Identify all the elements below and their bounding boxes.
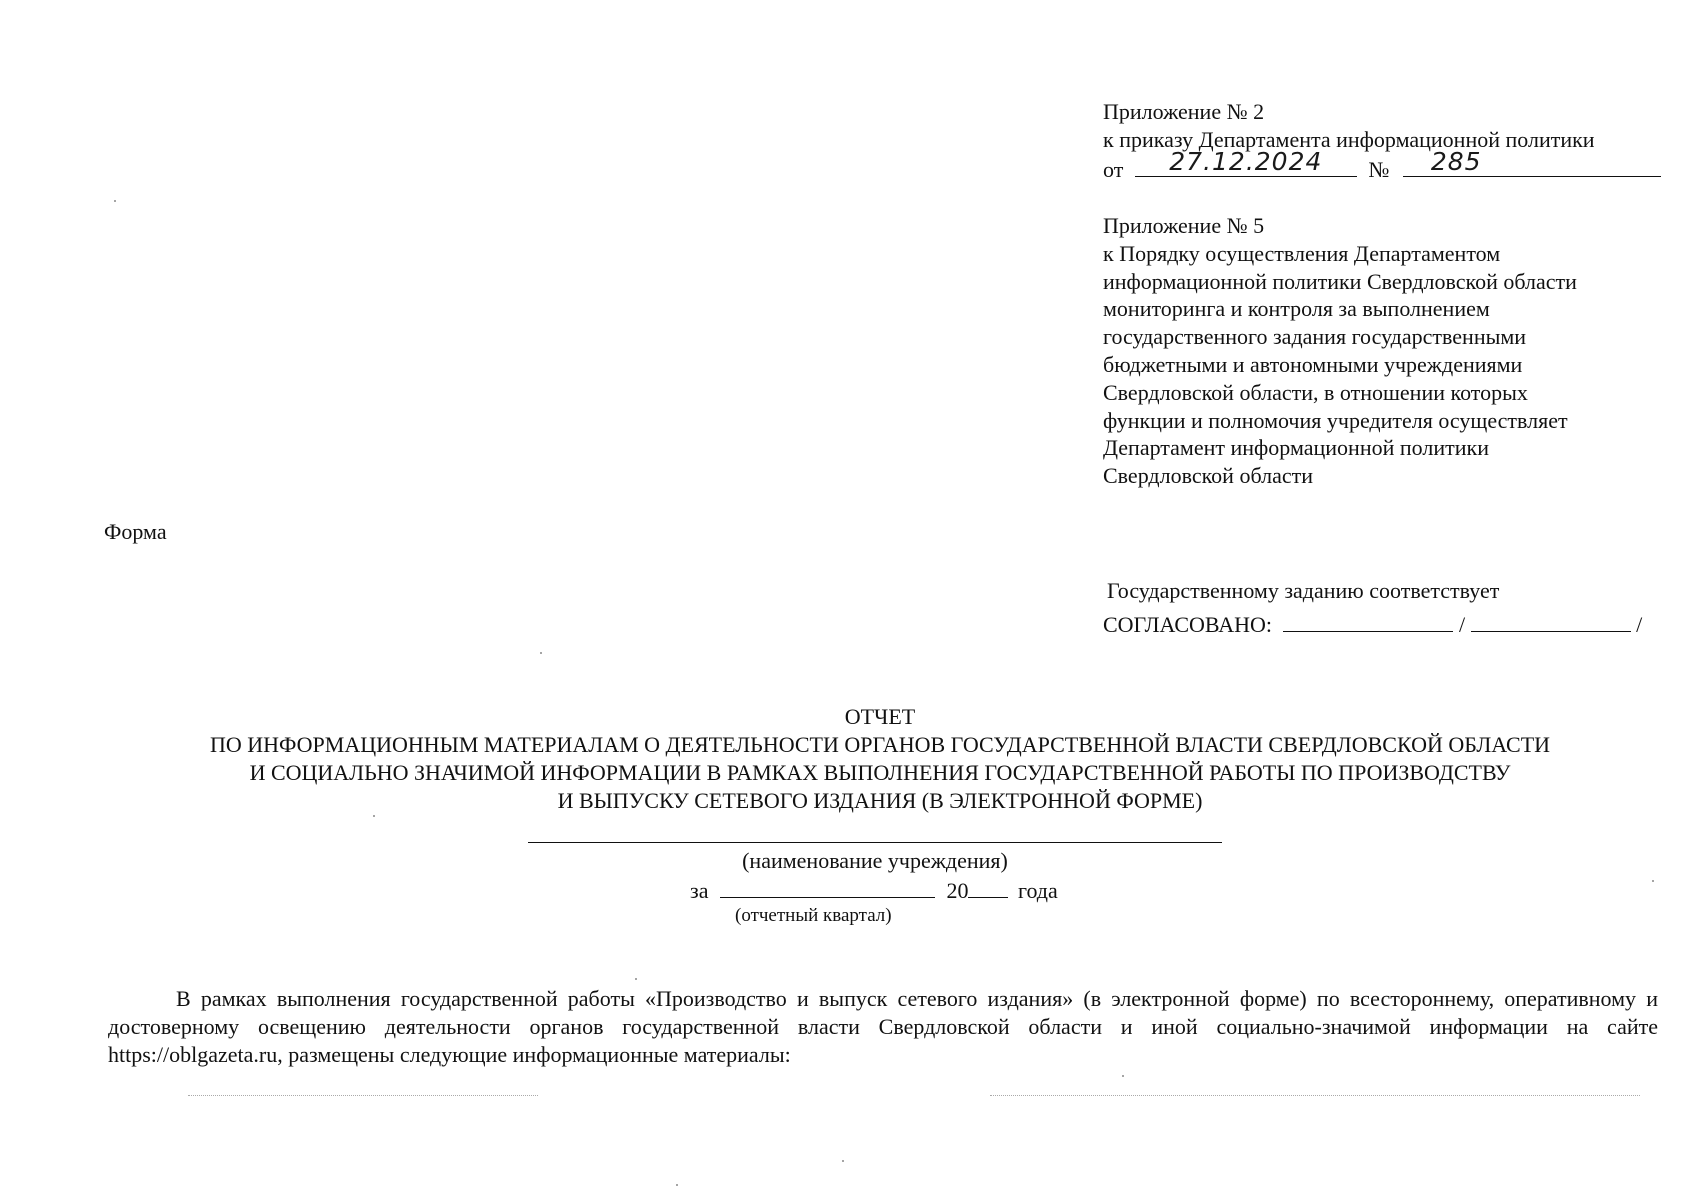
slash-separator: / <box>1458 612 1466 637</box>
scan-speck <box>635 978 637 980</box>
approval-block <box>1103 574 1663 642</box>
date-field <box>1135 147 1357 177</box>
scan-speck <box>842 1160 844 1162</box>
body-paragraph: В рамках выполнения государственной работы «Производство и выпуск сетевого издания» (в электронной форме) по всестороннему, оперативному и достоверному освещению деятельности органов государственной власти Свердловской области и иной социально-значимой информации на сайте https://oblgazeta.ru, размещены следующие информационные материалы: <box>108 986 1658 1067</box>
appendix-5-line: Департамент информационной политики <box>1103 435 1489 461</box>
appendix-5-line: бюджетными и автономными учреждениями <box>1103 351 1523 377</box>
number-field <box>1403 147 1661 177</box>
year-field <box>968 875 1008 898</box>
scan-speck <box>114 200 116 202</box>
year-suffix: года <box>1017 878 1058 903</box>
agreed-label: СОГЛАСОВАНО: <box>1103 612 1272 637</box>
appendix-2-header <box>1103 98 1663 184</box>
agreed-row <box>1103 608 1663 642</box>
handwritten-date: 27.12.2024 <box>1169 147 1323 176</box>
from-label: от <box>1103 157 1124 182</box>
appendix-5-line: мониторинга и контроля за выполнением <box>1103 296 1490 322</box>
number-label: № <box>1368 157 1390 182</box>
report-title-line: И ВЫПУСКУ СЕТЕВОГО ИЗДАНИЯ (В ЭЛЕКТРОННОЙ ФОРМЕ) <box>557 788 1203 813</box>
appendix-5-header <box>1103 212 1663 490</box>
appendix-5-line: Свердловской области, в отношении которых <box>1103 379 1528 405</box>
report-title <box>0 703 1696 815</box>
scan-artifact-line <box>990 1095 1640 1096</box>
appendix-5-title: Приложение № 5 <box>1103 213 1265 238</box>
year-prefix: 20 <box>946 878 969 903</box>
signature-field <box>1283 609 1453 632</box>
period-prefix: за <box>690 878 709 903</box>
report-title-line: ПО ИНФОРМАЦИОННЫМ МАТЕРИАЛАМ О ДЕЯТЕЛЬНОСТИ ОРГАНОВ ГОСУДАРСТВЕННОЙ ВЛАСТИ СВЕРДЛОВСКОЙ ОБЛАСТИ <box>209 732 1551 757</box>
institution-name-line <box>528 842 1222 843</box>
appendix-5-line: Свердловской области <box>1103 463 1313 489</box>
signatory-name-field <box>1471 609 1631 632</box>
appendix-2-date-number-row <box>1103 147 1663 184</box>
slash-separator: / <box>1636 612 1643 637</box>
scan-speck <box>1122 1075 1124 1077</box>
appendix-5-line: информационной политики Свердловской области <box>1103 268 1577 294</box>
appendix-2-title: Приложение № 2 <box>1103 99 1265 124</box>
scan-speck <box>540 652 542 654</box>
handwritten-number: 285 <box>1430 147 1482 176</box>
state-assignment-note: Государственному заданию соответствует <box>1107 578 1500 603</box>
appendix-5-line: к Порядку осуществления Департаментом <box>1103 240 1501 266</box>
scan-speck <box>1652 880 1654 882</box>
report-title-line: И СОЦИАЛЬНО ЗНАЧИМОЙ ИНФОРМАЦИИ В РАМКАХ ВЫПОЛНЕНИЯ ГОСУДАРСТВЕННОЙ РАБОТЫ ПО ПРОИЗВОДСТВУ <box>249 760 1511 785</box>
form-label: Форма <box>104 519 167 544</box>
appendix-5-line: государственного задания государственными <box>1103 324 1527 350</box>
institution-caption: (наименование учреждения) <box>742 848 1008 873</box>
appendix-2-order-ref: к приказу Департамента информационной политики <box>1103 127 1595 152</box>
report-title-line: ОТЧЕТ <box>844 704 916 729</box>
scan-speck <box>373 815 375 817</box>
scan-speck <box>676 1184 678 1186</box>
quarter-caption: (отчетный квартал) <box>735 905 892 926</box>
quarter-field <box>720 875 935 898</box>
appendix-5-line: функции и полномочия учредителя осуществляет <box>1103 407 1568 433</box>
scan-artifact-line <box>188 1095 538 1096</box>
reporting-period-row <box>690 875 1058 905</box>
